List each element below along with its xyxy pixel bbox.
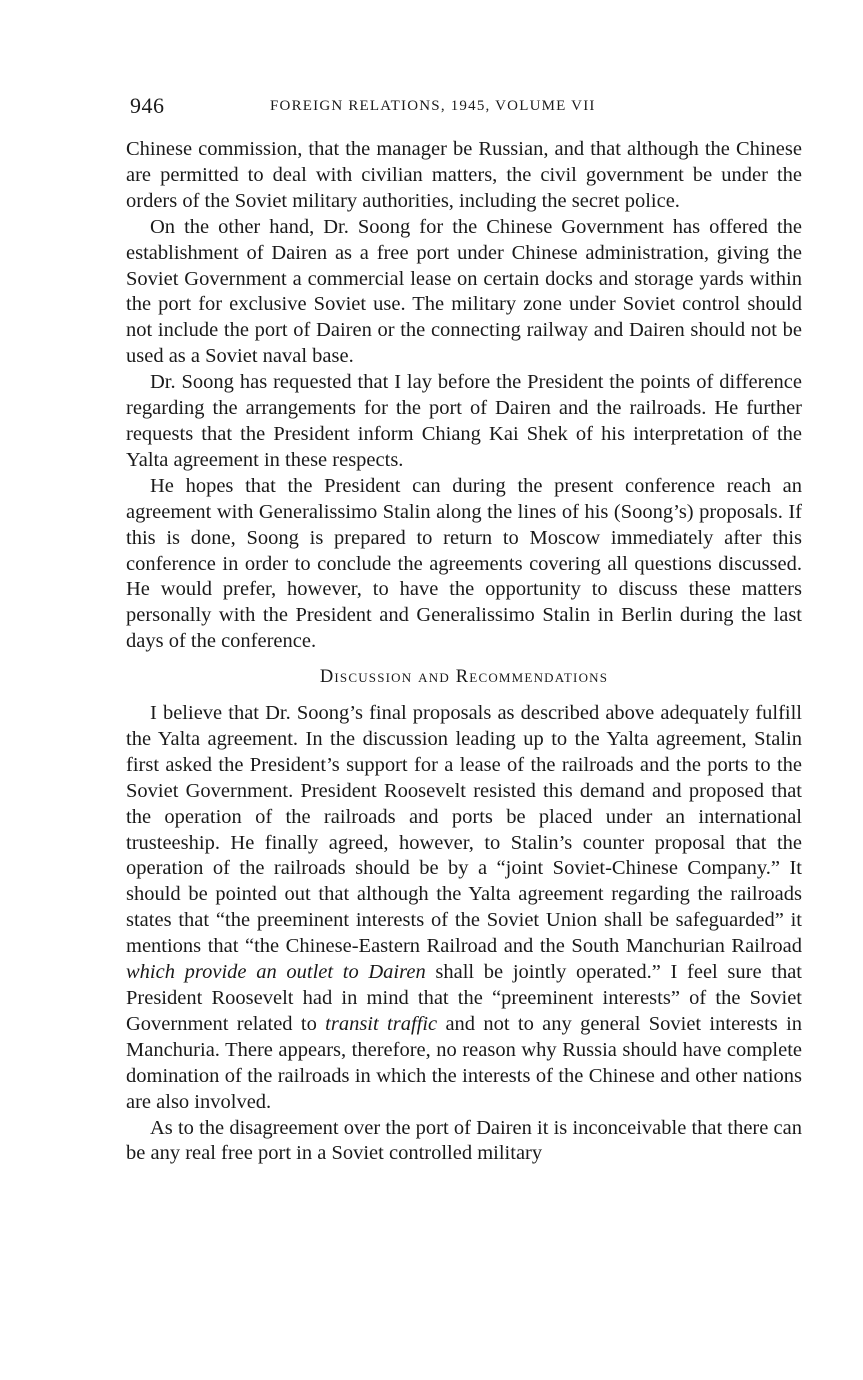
running-head: FOREIGN RELATIONS, 1945, VOLUME VII (270, 98, 596, 114)
paragraph-5-italic-a: which provide an outlet to Dairen (126, 961, 426, 984)
paragraph-5-italic-b: transit traffic (325, 1012, 438, 1035)
paragraph-5-text-a: I believe that Dr. Soong’s final proposals as described above adequately fulfill the Yalta agreement. In the discussion leading up to the Yalta agreement, Stalin first asked the President’s support for a lease of the railroads and the ports to the Soviet Government. President Roosevelt resisted this demand and proposed that the operation of the railroads and ports be placed under an international trusteeship. He finally agreed, however, to Stalin’s counter proposal that the operation of the railroads should be by a “joint Soviet-Chinese Company.” It should be pointed out that although the Yalta agreement regarding the railroads states that “the preeminent interests of the Soviet Union shall be safeguarded” it mentions that “the Chinese-Eastern Railroad and the South Manchurian Railroad (126, 702, 802, 958)
paragraph-1: Chinese commission, that the manager be Russian, and that although the Chinese are permitted to deal with civilian matters, the civil government be under the orders of the Soviet military authorities, including the secret police. (126, 138, 802, 212)
paragraph-6: As to the disagreement over the port of Dairen it is inconceivable that there can be any real free port in a Soviet controlled military (126, 1116, 802, 1165)
body-text (126, 137, 802, 1167)
paragraph-4: He hopes that the President can during the present conference reach an agreement with Generalissimo Stalin along the lines of his (Soong’s) proposals. If this is done, Soong is prepared to return to Moscow immediately after this conference in order to conclude the agreements covering all questions discussed. He would prefer, however, to have the opportunity to discuss these matters personally with the President and Generalissimo Stalin in Berlin during the last days of the conference. (126, 474, 802, 653)
page-number: 946 (130, 93, 165, 118)
paragraph-3: Dr. Soong has requested that I lay before the President the points of difference regarding the arrangements for the port of Dairen and the railroads. He further requests that the President inform Chiang Kai Shek of his interpretation of the Yalta agreement in these respects. (126, 371, 802, 471)
section-heading: Discussion and Recommendations (319, 667, 609, 688)
paragraph-5-text-b: shall be jointly operated.” I feel sure that President Roosevelt had in mind that the “preeminent interests” of the Soviet Government related to (126, 961, 802, 1035)
paragraph-2: On the other hand, Dr. Soong for the Chinese Government has offered the establishment of Dairen as a free port under Chinese administration, giving the Soviet Government a commercial lease on certain docks and storage yards within the port for exclusive Soviet use. The military zone under Soviet control should not include the port of Dairen or the connecting railway and Dairen should not be used as a Soviet naval base. (126, 215, 802, 368)
paragraph-5-text-c: and not to any general Soviet interests in Manchuria. There appears, therefore, no reason why Russia should have complete domination of the railroads in which the interests of the Chinese and other nations are also involved. (126, 1012, 803, 1113)
paragraph-5 (126, 701, 802, 1116)
page-header (130, 93, 810, 123)
